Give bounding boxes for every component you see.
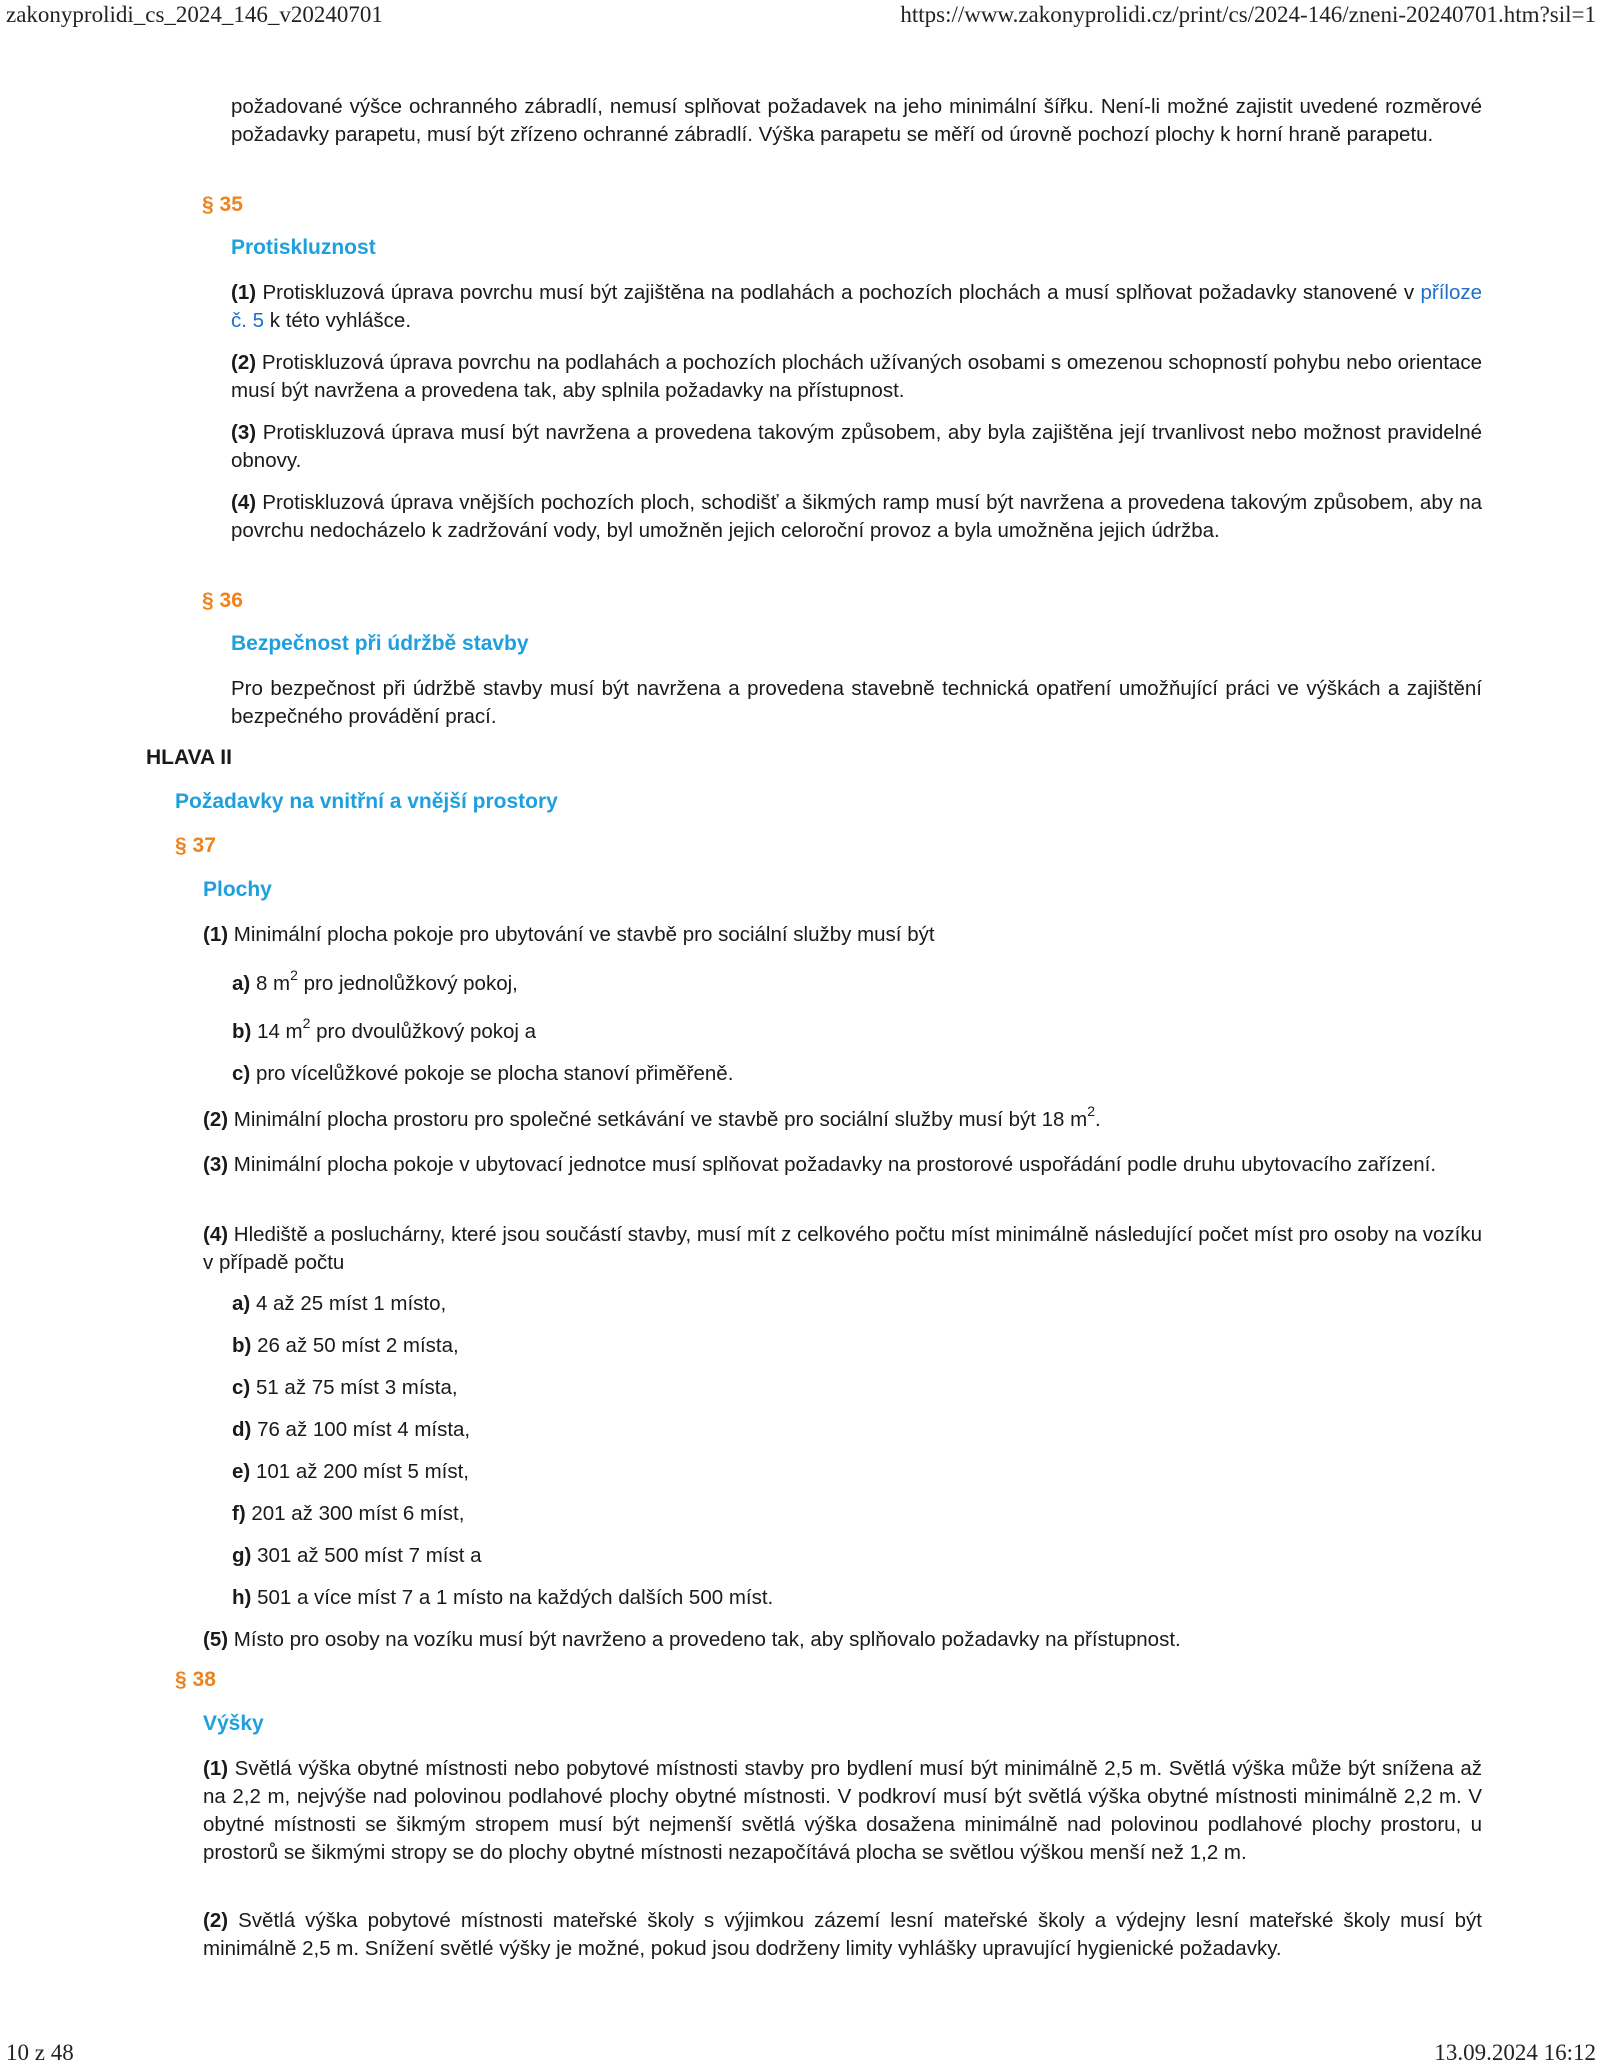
continued-paragraph bbox=[231, 93, 1482, 149]
paragraph-text: Minimální plocha pokoje pro ubytování ve stavbě pro sociální služby musí být bbox=[233, 923, 935, 946]
paragraph-number: (1) bbox=[203, 923, 229, 946]
section-35-paragraph-3 bbox=[231, 419, 1482, 475]
item-text: pro dvoulůžkový pokoj a bbox=[310, 1020, 537, 1043]
paragraph-text: Minimální plocha pokoje v ubytovací jednotce musí splňovat požadavky na prostorové uspořádání podle druhu ubytovacího zařízení. bbox=[233, 1153, 1437, 1176]
section-35-paragraph-1 bbox=[231, 279, 1482, 335]
paragraph-number: (2) bbox=[203, 1909, 229, 1932]
paragraph-number: (2) bbox=[231, 351, 257, 374]
item-letter: e) bbox=[232, 1460, 251, 1483]
item-letter: d) bbox=[232, 1418, 252, 1441]
chapter-title: Požadavky na vnitřní a vnější prostory bbox=[175, 790, 558, 813]
section-38-paragraph-2 bbox=[203, 1907, 1482, 1963]
paragraph-number: (3) bbox=[203, 1153, 229, 1176]
paragraph-number: (5) bbox=[203, 1628, 229, 1651]
item-letter: a) bbox=[232, 1292, 251, 1315]
paragraph-text: Místo pro osoby na vozíku musí být navrženo a provedeno tak, aby splňovalo požadavky na přístupnost. bbox=[233, 1628, 1181, 1651]
paragraph-text: . bbox=[1095, 1108, 1101, 1131]
item-letter: h) bbox=[232, 1586, 252, 1609]
print-footer-datetime: 13.09.2024 16:12 bbox=[1434, 2040, 1596, 2065]
paragraph-text: Minimální plocha prostoru pro společné setkávání ve stavbě pro sociální služby musí být 18 m bbox=[233, 1108, 1088, 1131]
paragraph-text: Pro bezpečnost při údržbě stavby musí být navržena a provedena stavebně technická opatření umožňující práci ve výškách a zajištění bezpečného provádění prací. bbox=[231, 677, 1482, 728]
item-text: 101 až 200 míst 5 míst, bbox=[255, 1460, 470, 1483]
paragraph-text: Hlediště a posluchárny, které jsou součástí stavby, musí mít z celkového počtu míst minimálně následující počet míst pro osoby na vozíku v případě počtu bbox=[203, 1223, 1483, 1274]
section-36-paragraph bbox=[231, 675, 1482, 731]
list-item bbox=[232, 1542, 482, 1570]
section-35-paragraph-4 bbox=[231, 489, 1482, 545]
section-37-paragraph-1 bbox=[203, 921, 1482, 949]
section-36-number: § 36 bbox=[202, 589, 243, 612]
section-37-paragraph-4 bbox=[203, 1221, 1482, 1277]
paragraph-number: (1) bbox=[231, 281, 257, 304]
item-letter: g) bbox=[232, 1544, 252, 1567]
item-text: pro jednolůžkový pokoj, bbox=[297, 972, 518, 995]
item-text: 4 až 25 míst 1 místo, bbox=[255, 1292, 447, 1315]
paragraph-text: k této vyhlášce. bbox=[264, 309, 412, 332]
item-text: 301 až 500 míst 7 míst a bbox=[257, 1544, 482, 1567]
list-item bbox=[232, 1416, 470, 1444]
paragraph-number: (4) bbox=[231, 491, 257, 514]
list-item bbox=[232, 1500, 464, 1528]
item-text: 201 až 300 míst 6 míst, bbox=[251, 1502, 465, 1525]
paragraph-text: Protiskluzová úprava povrchu na podlahách a pochozích plochách užívaných osobami s omezenou schopností pohybu nebo orientace musí být navržena a provedena tak, aby splnila požadavky na přístupnost. bbox=[231, 351, 1482, 402]
list-item bbox=[232, 1584, 773, 1612]
item-superscript: 2 bbox=[290, 967, 298, 984]
print-header-title: zakonyprolidi_cs_2024_146_v20240701 bbox=[6, 2, 383, 27]
item-letter: b) bbox=[232, 1334, 252, 1357]
paragraph-text: požadované výšce ochranného zábradlí, nemusí splňovat požadavek na jeho minimální šířku. Není-li možné zajistit uvedené rozměrové požadavky parapetu, musí být zřízeno ochranné zábradlí. Výška parapetu se měří od úrovně pochozí plochy k horní hraně parapetu. bbox=[231, 95, 1482, 146]
item-letter: c) bbox=[232, 1062, 251, 1085]
item-letter: f) bbox=[232, 1502, 246, 1525]
item-letter: a) bbox=[232, 972, 251, 995]
list-item bbox=[232, 1015, 537, 1046]
paragraph-number: (1) bbox=[203, 1757, 229, 1780]
paragraph-text: Světlá výška pobytové místnosti mateřské školy s výjimkou zázemí lesní mateřské školy a výdejny lesní mateřské školy musí být minimálně 2,5 m. Snížení světlé výšky je možné, pokud jsou dodrženy limity vyhlášky upravující hygienické požadavky. bbox=[203, 1909, 1482, 1960]
annex-5-link[interactable]: příloze č. 5 bbox=[231, 281, 1483, 332]
item-text: 8 m bbox=[255, 972, 291, 995]
section-35-title: Protiskluznost bbox=[231, 236, 376, 259]
item-text: 76 až 100 míst 4 místa, bbox=[257, 1418, 471, 1441]
print-footer-page: 10 z 48 bbox=[6, 2040, 74, 2065]
paragraph-superscript: 2 bbox=[1087, 1103, 1096, 1120]
paragraph-number: (2) bbox=[203, 1108, 229, 1131]
section-37-number: § 37 bbox=[175, 834, 216, 857]
section-36-title: Bezpečnost při údržbě stavby bbox=[231, 632, 529, 655]
paragraph-text: Protiskluzová úprava musí být navržena a provedena takovým způsobem, aby byla zajištěna její trvanlivost nebo možnost pravidelné obnovy. bbox=[231, 421, 1482, 472]
paragraph-text: Protiskluzová úprava vnějších pochozích ploch, schodišť a šikmých ramp musí být navržena a provedena takovým způsobem, aby na povrchu nedocházelo k zadržování vody, byl umožněn jejich celoroční provoz a byla umožněna jejich údržba. bbox=[231, 491, 1482, 542]
print-header-url: https://www.zakonyprolidi.cz/print/cs/2024-146/zneni-20240701.htm?sil=1 bbox=[900, 2, 1596, 27]
section-38-number: § 38 bbox=[175, 1668, 216, 1691]
section-38-title: Výšky bbox=[203, 1712, 264, 1735]
section-37-paragraph-5 bbox=[203, 1626, 1482, 1654]
item-text: 51 až 75 míst 3 místa, bbox=[255, 1376, 458, 1399]
item-text: 501 a více míst 7 a 1 místo na každých dalších 500 míst. bbox=[257, 1586, 774, 1609]
paragraph-number: (4) bbox=[203, 1223, 229, 1246]
paragraph-number: (3) bbox=[231, 421, 257, 444]
item-text: pro vícelůžkové pokoje se plocha stanoví přiměřeně. bbox=[255, 1062, 734, 1085]
list-item bbox=[232, 1458, 469, 1486]
paragraph-text: Protiskluzová úprava povrchu musí být zajištěna na podlahách a pochozích plochách a musí splňovat požadavky stanovené v bbox=[262, 281, 1421, 304]
item-text: 26 až 50 míst 2 místa, bbox=[257, 1334, 459, 1357]
section-37-paragraph-2 bbox=[203, 1103, 1482, 1134]
section-37-title: Plochy bbox=[203, 878, 272, 901]
paragraph-text: Světlá výška obytné místnosti nebo pobytové místnosti stavby pro bydlení musí být minimálně 2,5 m. Světlá výška může být snížena až na 2,2 m, nejvýše nad polovinou podlahové plochy obytné místnosti. V podkroví musí být světlá výška obytné místnosti minimálně 2,2 m. V obytné místnosti se šikmým stropem musí být nejmenší světlá výška dosažena minimálně nad polovinou podlahové plochy prostoru, u prostorů se šikmými stropy se do plochy obytné místnosti nezapočítává plocha se světlou výškou menší než 1,2 m. bbox=[203, 1757, 1482, 1864]
list-item bbox=[232, 967, 518, 998]
list-item bbox=[232, 1290, 446, 1318]
item-superscript: 2 bbox=[302, 1015, 311, 1032]
section-35-number: § 35 bbox=[202, 193, 243, 216]
section-38-paragraph-1 bbox=[203, 1755, 1482, 1867]
item-text: 14 m bbox=[257, 1020, 303, 1043]
section-35-paragraph-2 bbox=[231, 349, 1482, 405]
list-item bbox=[232, 1332, 459, 1360]
section-37-paragraph-3 bbox=[203, 1151, 1482, 1179]
item-letter: b) bbox=[232, 1020, 252, 1043]
list-item bbox=[232, 1374, 458, 1402]
chapter-label: HLAVA II bbox=[146, 746, 232, 769]
list-item bbox=[232, 1060, 733, 1088]
item-letter: c) bbox=[232, 1376, 251, 1399]
